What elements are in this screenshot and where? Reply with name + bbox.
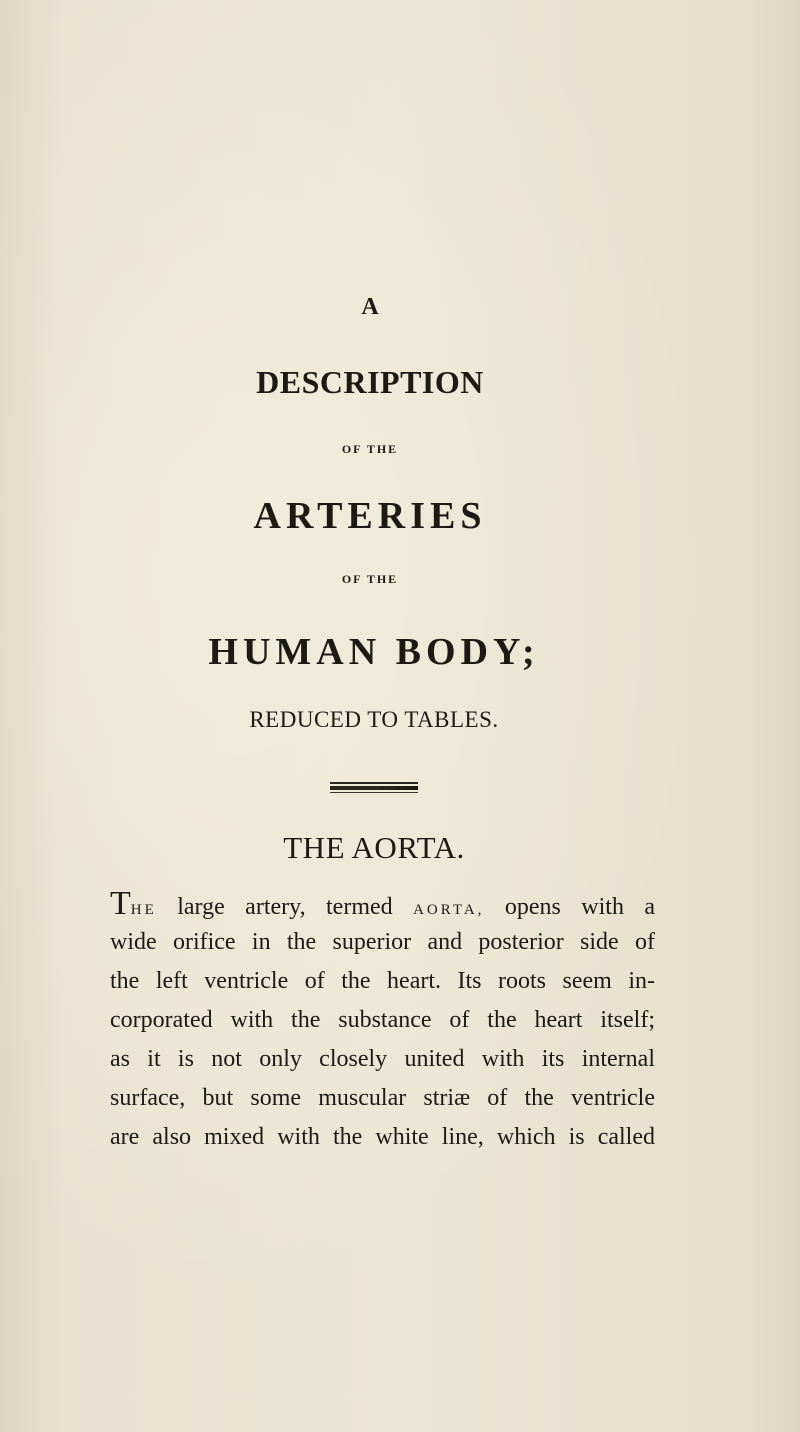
paragraph-line: wide orifice in the superior and posterior side of <box>110 929 655 955</box>
line1-text: large artery, termed <box>177 894 393 920</box>
title-arteries: ARTERIES <box>253 495 487 537</box>
title-description: DESCRIPTION <box>256 364 484 400</box>
section-heading: THE AORTA. <box>283 830 465 865</box>
paragraph-line: as it is not only closely united with its internal <box>110 1046 655 1072</box>
decorative-rule <box>330 782 418 794</box>
lead-small-caps: HE <box>130 902 157 918</box>
title-subtitle: REDUCED TO TABLES. <box>249 707 499 732</box>
title-human-body: HUMAN BODY; <box>208 631 540 673</box>
rule-line-thin <box>330 782 418 784</box>
paragraph-line: corporated with the substance of the heart itself; <box>110 1007 655 1033</box>
body-paragraph <box>110 884 655 1157</box>
title-article: A <box>361 294 379 320</box>
line1-tail: opens with a <box>504 894 656 920</box>
paragraph-line: surface, but some muscular striæ of the ventricle <box>110 1085 655 1111</box>
term-aorta: AORTA, <box>413 902 485 918</box>
title-of-the-2: OF THE <box>341 572 399 586</box>
paragraph-line: are also mixed with the white line, which is called <box>110 1124 655 1150</box>
paragraph-line <box>110 884 655 923</box>
rule-line-thick <box>330 786 418 790</box>
rule-line-hair <box>330 792 418 793</box>
drop-cap: T <box>110 885 131 922</box>
title-of-the-1: OF THE <box>341 442 399 456</box>
paragraph-line: the left ventricle of the heart. Its roots seem in- <box>110 968 655 994</box>
